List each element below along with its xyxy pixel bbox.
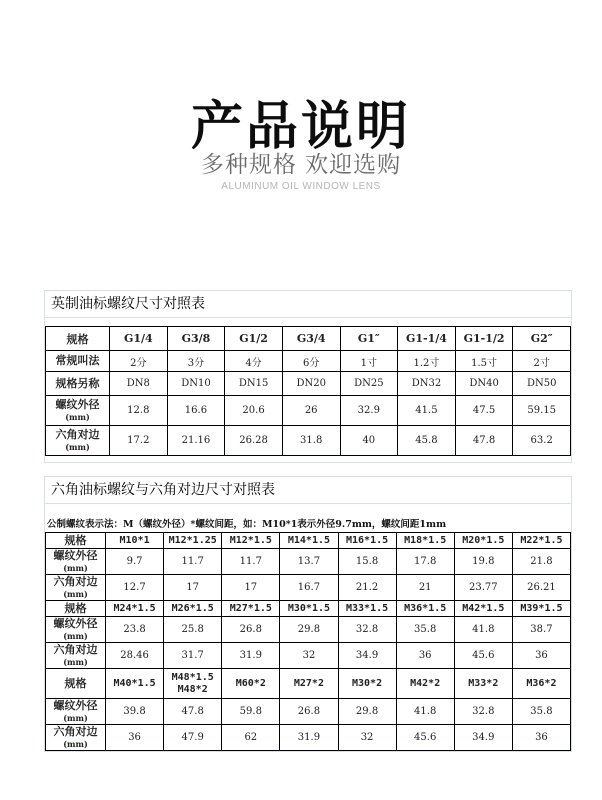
table-cell: 31.9 <box>222 643 280 669</box>
table-cell: 47.8 <box>164 699 222 725</box>
table-cell: DN25 <box>340 372 398 396</box>
unit-label: (mm) <box>63 630 88 641</box>
table-cell: 63.2 <box>513 426 571 456</box>
spec-cell: M22*1.5 <box>512 533 570 549</box>
unit-label: (mm) <box>65 411 90 422</box>
spec-row <box>46 533 571 549</box>
row-label: 螺纹外径 <box>53 616 98 630</box>
table-cell: 31.8 <box>282 426 340 456</box>
spec-cell: M36*2 <box>512 669 570 699</box>
table-cell: 31.7 <box>164 643 222 669</box>
imperial-thread-sheet <box>44 290 572 463</box>
row-label: 六角对边 <box>53 574 98 588</box>
table-cell: 59.15 <box>513 396 571 426</box>
table-cell: 21.2 <box>338 575 396 601</box>
table-cell: DN8 <box>110 372 168 396</box>
metric-thread-table <box>45 532 571 751</box>
table-cell: 4分 <box>225 351 283 372</box>
unit-label: (mm) <box>63 712 88 723</box>
table-cell: 32.8 <box>454 699 512 725</box>
row-label: 六角对边 <box>53 642 98 656</box>
table-cell: 32.9 <box>340 396 398 426</box>
table-cell: 21.8 <box>512 549 570 575</box>
table-row <box>46 351 571 372</box>
spec-cell: M30*2 <box>338 669 396 699</box>
table-cell: 13.7 <box>280 549 338 575</box>
row-label-cell <box>46 643 106 669</box>
table-cell: 15.8 <box>338 549 396 575</box>
table-cell: 45.6 <box>454 643 512 669</box>
row-label-cell <box>46 617 106 643</box>
spacer <box>45 504 571 518</box>
table-cell: 16.6 <box>167 396 225 426</box>
row-label: 螺纹外径 <box>55 397 100 411</box>
unit-label: (mm) <box>65 441 90 452</box>
spec-cell: M27*2 <box>280 669 338 699</box>
table-cell: 41.8 <box>396 699 454 725</box>
spec-cell: M18*1.5 <box>396 533 454 549</box>
table-cell: 36 <box>512 643 570 669</box>
row-label-cell <box>46 549 106 575</box>
table-cell: 11.7 <box>164 549 222 575</box>
table-cell: 21 <box>396 575 454 601</box>
table-cell: 17.2 <box>110 426 168 456</box>
unit-label: (mm) <box>63 656 88 667</box>
table-cell: 45.8 <box>398 426 456 456</box>
row-label: 螺纹外径 <box>53 698 98 712</box>
header-cell: G1/4 <box>110 327 168 351</box>
table-cell: 1.2寸 <box>398 351 456 372</box>
spec-cell: M39*1.5 <box>512 601 570 617</box>
spec-cell: M48*1.5 M48*2 <box>164 669 222 699</box>
table-cell: 31.9 <box>280 725 338 751</box>
table-cell: 25.8 <box>164 617 222 643</box>
row-label: 规格 <box>46 601 106 617</box>
table-cell: 9.7 <box>106 549 164 575</box>
table-cell: 26.8 <box>280 699 338 725</box>
table-row <box>46 426 571 456</box>
table-cell: 23.8 <box>106 617 164 643</box>
spec-cell: M20*1.5 <box>454 533 512 549</box>
spec-row <box>46 669 571 699</box>
unit-label: (mm) <box>63 562 88 573</box>
row-label: 螺纹外径 <box>53 548 98 562</box>
table-cell: 29.8 <box>338 699 396 725</box>
table-cell: 47.9 <box>164 725 222 751</box>
table-cell: 62 <box>222 725 280 751</box>
table-cell: 47.8 <box>455 426 513 456</box>
spec-cell: M40*1.5 <box>106 669 164 699</box>
header-cell: G2″ <box>513 327 571 351</box>
header-cell: G1-1/2 <box>455 327 513 351</box>
english-caption: ALUMINUM OIL WINDOW LENS <box>221 181 381 192</box>
table-cell: 26.21 <box>512 575 570 601</box>
table-cell: 59.8 <box>222 699 280 725</box>
table-cell: 32.8 <box>338 617 396 643</box>
table-cell: 36 <box>106 725 164 751</box>
metric-thread-sheet <box>44 476 572 752</box>
table-cell: DN15 <box>225 372 283 396</box>
hex-width-row <box>46 643 571 669</box>
table-cell: 3分 <box>167 351 225 372</box>
table-cell: 2分 <box>110 351 168 372</box>
row-label-cell <box>46 396 110 426</box>
table-cell: 34.9 <box>338 643 396 669</box>
spec-cell: M12*1.25 <box>164 533 222 549</box>
hex-width-row <box>46 575 571 601</box>
table-cell: 36 <box>396 643 454 669</box>
table-cell: 29.8 <box>280 617 338 643</box>
spec-cell: M26*1.5 <box>164 601 222 617</box>
table-cell: 40 <box>340 426 398 456</box>
spec-cell: M27*1.5 <box>222 601 280 617</box>
spec-cell: M30*1.5 <box>280 601 338 617</box>
table-cell: 41.8 <box>454 617 512 643</box>
table-row <box>46 372 571 396</box>
table-cell: 26.8 <box>222 617 280 643</box>
spec-cell: M10*1 <box>106 533 164 549</box>
unit-label: (mm) <box>63 738 88 749</box>
unit-label: (mm) <box>63 588 88 599</box>
outer-diameter-row <box>46 549 571 575</box>
outer-diameter-row <box>46 617 571 643</box>
table-cell: DN32 <box>398 372 456 396</box>
table-cell: 1.5寸 <box>455 351 513 372</box>
spec-cell: M36*1.5 <box>396 601 454 617</box>
header-cell: G1-1/4 <box>398 327 456 351</box>
table-cell: 35.8 <box>512 699 570 725</box>
spec-row <box>46 601 571 617</box>
outer-diameter-row <box>46 699 571 725</box>
table-cell: 36 <box>512 725 570 751</box>
table-cell: 17 <box>164 575 222 601</box>
row-label-cell <box>46 575 106 601</box>
table-row <box>46 396 571 426</box>
header-cell: 规格 <box>46 327 110 351</box>
table-cell: DN50 <box>513 372 571 396</box>
spec-cell: M42*1.5 <box>454 601 512 617</box>
table-cell: DN20 <box>282 372 340 396</box>
spec-cell: M60*2 <box>222 669 280 699</box>
imperial-table-title: 英制油标螺纹尺寸对照表 <box>45 291 571 318</box>
table-cell: DN40 <box>455 372 513 396</box>
table-cell: 20.6 <box>225 396 283 426</box>
table-header-row <box>46 327 571 351</box>
table-cell: 23.77 <box>454 575 512 601</box>
table-cell: 12.7 <box>106 575 164 601</box>
spec-cell: M42*2 <box>396 669 454 699</box>
row-label-cell <box>46 426 110 456</box>
spec-cell: M24*1.5 <box>106 601 164 617</box>
metric-table-title: 六角油标螺纹与六角对边尺寸对照表 <box>45 477 571 504</box>
imperial-thread-table <box>45 326 571 456</box>
table-cell: 1寸 <box>340 351 398 372</box>
table-cell: 38.7 <box>512 617 570 643</box>
table-cell: 41.5 <box>398 396 456 426</box>
spec-cell: M12*1.5 <box>222 533 280 549</box>
spec-cell: M16*1.5 <box>338 533 396 549</box>
table-cell: 39.8 <box>106 699 164 725</box>
table-cell: 45.6 <box>396 725 454 751</box>
row-label: 规格另称 <box>46 372 110 396</box>
table-cell: 2寸 <box>513 351 571 372</box>
table-cell: 16.7 <box>280 575 338 601</box>
table-cell: 26 <box>282 396 340 426</box>
spec-cell: M33*2 <box>454 669 512 699</box>
table-cell: 47.5 <box>455 396 513 426</box>
table-cell: 11.7 <box>222 549 280 575</box>
spec-cell: M33*1.5 <box>338 601 396 617</box>
table-cell: 28.46 <box>106 643 164 669</box>
table-cell: 32 <box>280 643 338 669</box>
table-cell: 26.28 <box>225 426 283 456</box>
imperial-table-wrap <box>45 318 571 462</box>
table-cell: 19.8 <box>454 549 512 575</box>
table-cell: 6分 <box>282 351 340 372</box>
row-label: 规格 <box>46 669 106 699</box>
metric-notation-note: 公制螺纹表示法：M（螺纹外径）*螺纹间距，如：M10*1表示外径9.7mm，螺纹间距1mm <box>47 519 447 530</box>
row-label: 规格 <box>46 533 106 549</box>
header-cell: G3/4 <box>282 327 340 351</box>
table-cell: 12.8 <box>110 396 168 426</box>
header-cell: G1″ <box>340 327 398 351</box>
row-label-cell <box>46 699 106 725</box>
spec-cell: M14*1.5 <box>280 533 338 549</box>
header-cell: G3/8 <box>167 327 225 351</box>
table-cell: DN10 <box>167 372 225 396</box>
hex-width-row <box>46 725 571 751</box>
row-label-cell <box>46 725 106 751</box>
table-cell: 17 <box>222 575 280 601</box>
table-cell: 32 <box>338 725 396 751</box>
row-label: 六角对边 <box>55 427 100 441</box>
table-cell: 35.8 <box>396 617 454 643</box>
page-title: 产品说明 <box>190 97 411 157</box>
table-cell: 21.16 <box>167 426 225 456</box>
table-cell: 34.9 <box>454 725 512 751</box>
row-label: 六角对边 <box>53 724 98 738</box>
header-cell: G1/2 <box>225 327 283 351</box>
row-label: 常规叫法 <box>46 351 110 372</box>
page-subtitle: 多种规格 欢迎选购 <box>200 152 402 178</box>
table-cell: 17.8 <box>396 549 454 575</box>
